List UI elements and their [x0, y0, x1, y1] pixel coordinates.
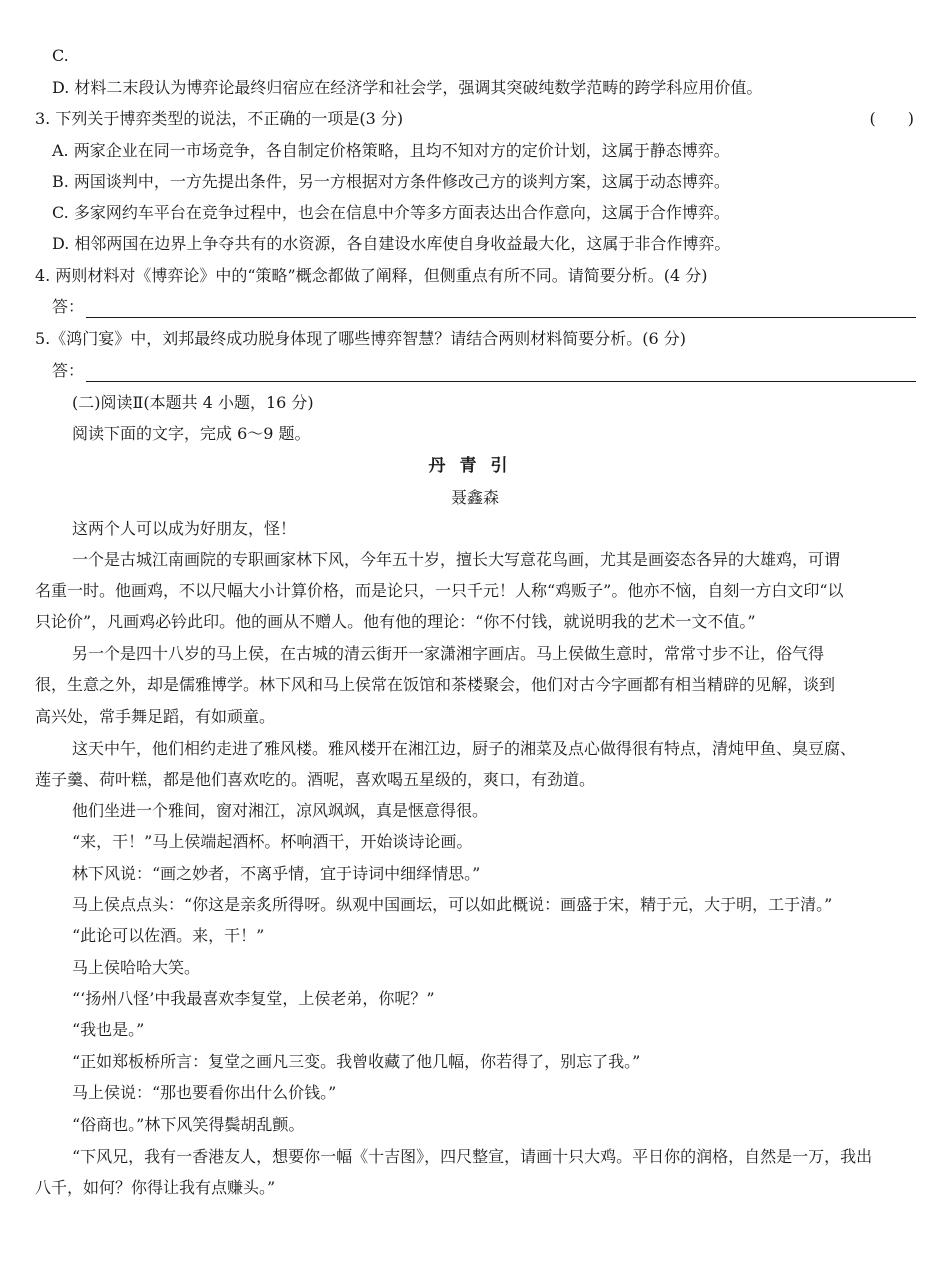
q3-answer-paren: ( ) — [869, 109, 914, 128]
story-line: 名重一时。他画鸡，不以尺幅大小计算价格，而是论只，一只千元！人称“鸡贩子”。他亦不恼，自刻一方白文印“以 — [35, 581, 844, 600]
q3-stem: 3. 下列关于博弈类型的说法，不正确的一项是(3 分) — [35, 109, 404, 128]
story-title: 丹青引 — [428, 456, 522, 476]
q3-option-b: B. 两国谈判中，一方先提出条件，另一方根据对方条件修改己方的谈判方案，这属于动态博弈。 — [52, 172, 730, 191]
story-line: “来，干！”马上侯端起酒杯。杯响酒干，开始谈诗论画。 — [72, 832, 473, 851]
q4-stem: 4. 两则材料对《博弈论》中的“策略”概念都做了阐释，但侧重点有所不同。请简要分析。(4 分) — [35, 266, 708, 285]
story-line: 只论价”，凡画鸡必钤此印。他的画从不赠人。他有他的理论：“你不付钱，就说明我的艺术一文不值。” — [35, 612, 756, 631]
story-line: 马上侯哈哈大笑。 — [72, 958, 201, 977]
story-line: 马上侯说：“那也要看你出什么价钱。” — [72, 1083, 337, 1102]
story-line: 马上侯点点头：“你这是亲炙所得呀。纵观中国画坛，可以如此概说：画盛于宋，精于元，大于明，工于清。” — [72, 895, 833, 914]
q3-option-a: A. 两家企业在同一市场竞争，各自制定价格策略，且均不知对方的定价计划，这属于静态博弈。 — [52, 141, 730, 160]
story-author: 聂鑫森 — [450, 488, 499, 507]
q5-stem: 5.《鸿门宴》中，刘邦最终成功脱身体现了哪些博弈智慧？请结合两则材料简要分析。(6 分) — [35, 329, 687, 348]
q3-option-c: C. 多家网约车平台在竞争过程中，也会在信息中介等多方面表达出合作意向，这属于合作博弈。 — [52, 203, 730, 222]
story-line: 高兴处，常手舞足蹈，有如顽童。 — [35, 707, 276, 726]
story-line: “俗商也。”林下风笑得鬓胡乱颤。 — [72, 1115, 305, 1134]
q4-answer-line — [52, 296, 916, 318]
story-line: “下风兄，我有一香港友人，想要你一幅《十吉图》，四尺整宣，请画十只大鸡。平日你的润格，自然是一万，我出 — [72, 1147, 873, 1166]
q5-answer-line — [52, 360, 916, 382]
q5-answer-label: 答： — [52, 361, 85, 380]
q4-answer-blank — [86, 301, 916, 318]
section-instruction: 阅读下面的文字，完成 6～9 题。 — [72, 424, 311, 443]
story-line: “正如郑板桥所言：复堂之画凡三变。我曾收藏了他几幅，你若得了，别忘了我。” — [72, 1052, 641, 1071]
story-line: 这天中午，他们相约走进了雅风楼。雅风楼开在湘江边，厨子的湘菜及点心做得很有特点，清炖甲鱼、臭豆腐、 — [72, 739, 857, 758]
story-line: “我也是。” — [72, 1020, 145, 1039]
story-line: 他们坐进一个雅间，窗对湘江，凉风飒飒，真是惬意得很。 — [72, 801, 489, 820]
q4-answer-label: 答： — [52, 297, 85, 316]
story-line: 莲子羹、荷叶糕，都是他们喜欢吃的。酒呢，喜欢喝五星级的，爽口，有劲道。 — [35, 770, 596, 789]
story-line: 很，生意之外，却是儒雅博学。林下风和马上侯常在饭馆和茶楼聚会，他们对古今字画都有相当精辟的见解，谈到 — [35, 675, 836, 694]
story-line: 一个是古城江南画院的专职画家林下风，今年五十岁，擅长大写意花鸟画，尤其是画姿态各异的大雄鸡，可谓 — [72, 550, 841, 569]
q2-option-d: D. 材料二末段认为博弈论最终归宿应在经济学和社会学，强调其突破纯数学范畴的跨学科应用价值。 — [52, 78, 763, 97]
q2-option-c: C. — [52, 46, 69, 65]
story-line: “此论可以佐酒。来，干！” — [72, 926, 265, 945]
q3-option-d: D. 相邻两国在边界上争夺共有的水资源，各自建设水库使自身收益最大化，这属于非合作博弈。 — [52, 234, 731, 253]
story-line: 这两个人可以成为好朋友，怪！ — [72, 519, 297, 538]
story-line: 八千，如何？你得让我有点赚头。” — [35, 1178, 276, 1197]
story-line: 另一个是四十八岁的马上侯，在古城的清云街开一家潇湘字画店。马上侯做生意时，常常寸步不让，俗气得 — [72, 644, 825, 663]
story-line: 林下风说：“画之妙者，不离乎情，宜于诗词中细绎情思。” — [72, 864, 481, 883]
story-line: “‘扬州八怪’中我最喜欢李复堂，上侯老弟，你呢？” — [72, 989, 435, 1008]
section-heading: (二)阅读Ⅱ(本题共 4 小题，16 分) — [72, 393, 314, 412]
q5-answer-blank — [86, 365, 916, 382]
